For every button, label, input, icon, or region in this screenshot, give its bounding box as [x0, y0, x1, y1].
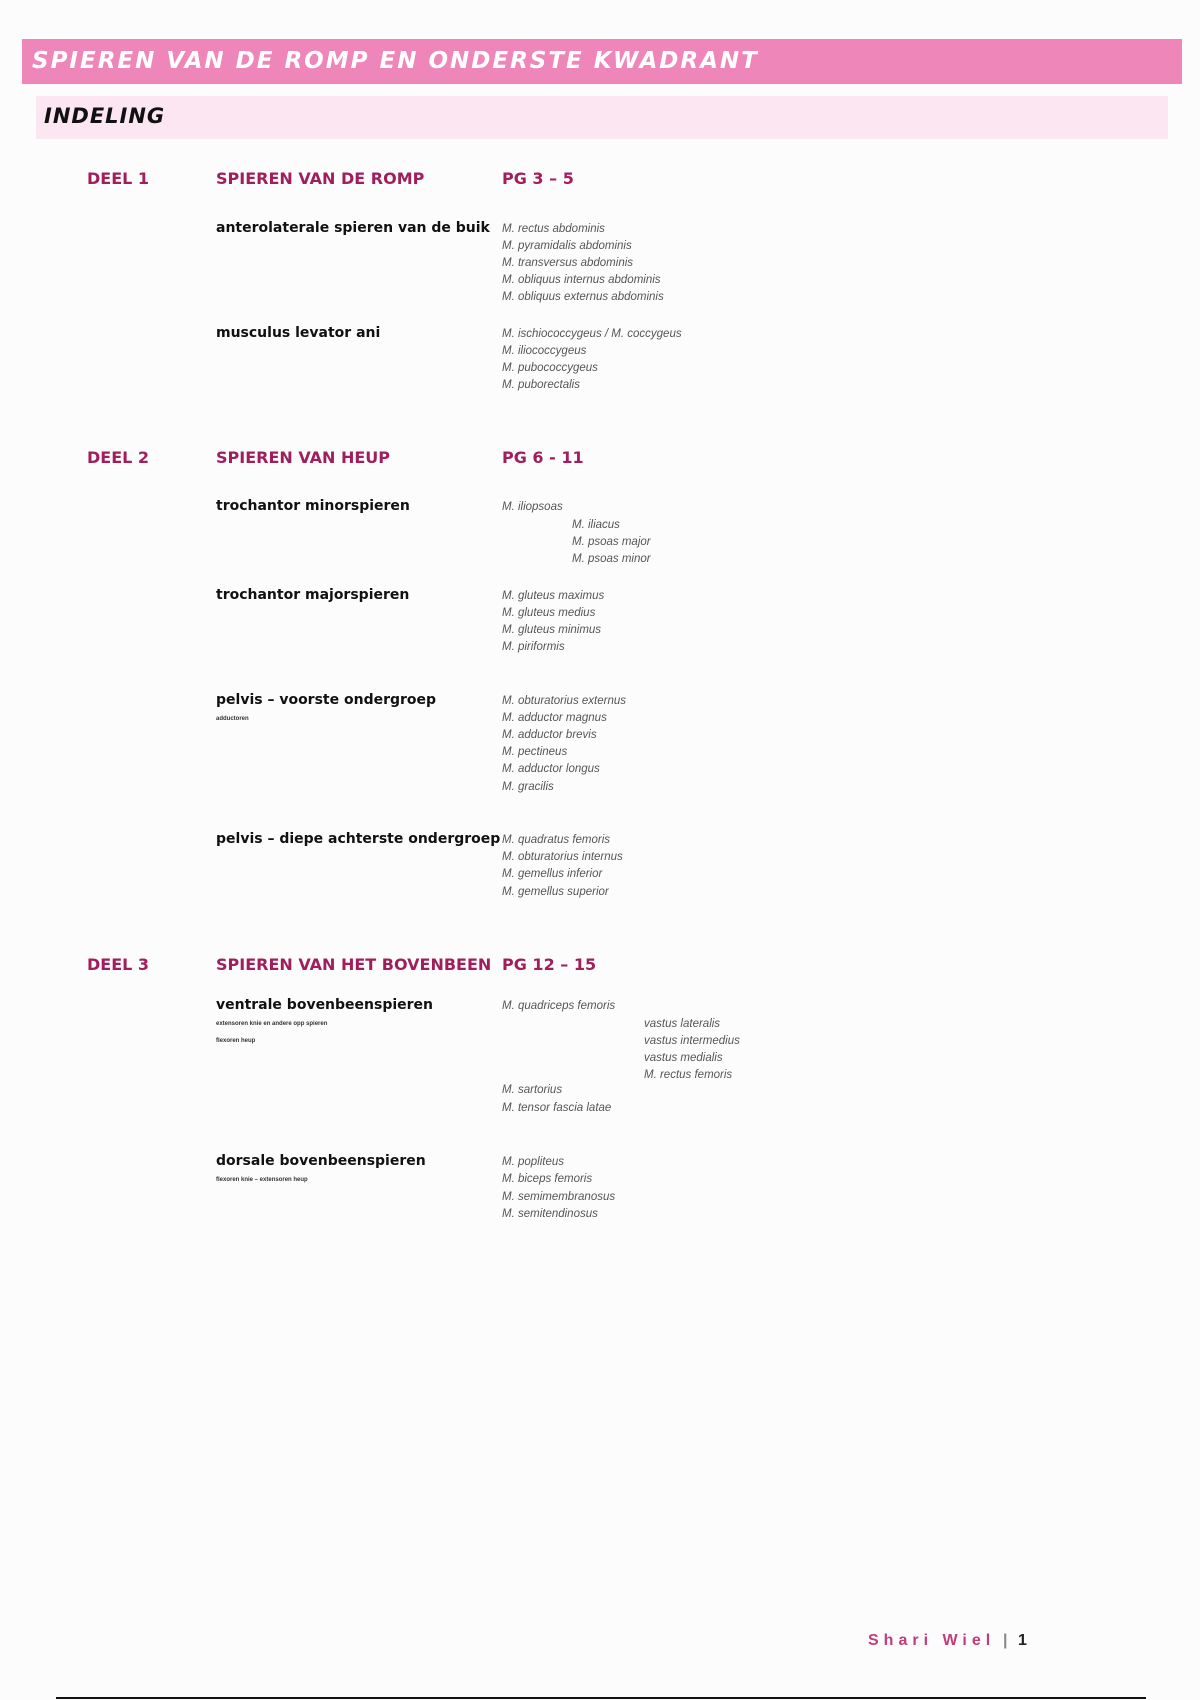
- section-subtitle: INDELING: [44, 104, 166, 128]
- group-note: adductoren: [216, 716, 249, 722]
- muscle-item: M. iliacus: [572, 519, 620, 531]
- muscle-item: M. psoas major: [572, 536, 651, 548]
- muscle-item: M. ischiococcygeus / M. coccygeus: [502, 328, 682, 340]
- muscle-item: M. semitendinosus: [502, 1208, 598, 1220]
- muscle-item: M. psoas minor: [572, 553, 651, 565]
- deel-1-heading: SPIEREN VAN DE ROMP: [216, 169, 425, 188]
- muscle-item: M. iliococcygeus: [502, 345, 587, 357]
- muscle-item: M. semimembranosus: [502, 1191, 616, 1203]
- muscle-item: M. rectus abdominis: [502, 223, 605, 235]
- document-title: SPIEREN VAN DE ROMP EN ONDERSTE KWADRANT: [32, 48, 759, 74]
- muscle-item: M. puborectalis: [502, 379, 580, 391]
- footer-separator: |: [1003, 1632, 1008, 1649]
- muscle-item: M. obliquus externus abdominis: [502, 291, 664, 303]
- muscle-item: M. obliquus internus abdominis: [502, 274, 661, 286]
- group-heading: ventrale bovenbeenspieren: [216, 997, 434, 1013]
- muscle-item: M. gluteus minimus: [502, 624, 602, 636]
- deel-1-label: DEEL 1: [87, 169, 150, 188]
- group-note: flexoren knie – extensoren heup: [216, 1177, 308, 1183]
- muscle-item: M. sartorius: [502, 1084, 563, 1096]
- muscle-item: M. gracilis: [502, 781, 554, 793]
- group-heading: dorsale bovenbeenspieren: [216, 1153, 426, 1169]
- muscle-item: M. quadratus femoris: [502, 834, 611, 846]
- muscle-item: M. pyramidalis abdominis: [502, 240, 632, 252]
- deel-2-pages: PG 6 - 11: [502, 448, 584, 467]
- footer-divider: [56, 1697, 1146, 1699]
- footer-author: Shari Wiel: [868, 1632, 996, 1649]
- deel-3-heading: SPIEREN VAN HET BOVENBEEN: [216, 955, 492, 974]
- muscle-item: M. obturatorius externus: [502, 695, 627, 707]
- muscle-item: M. pectineus: [502, 746, 568, 758]
- group-heading: pelvis – diepe achterste ondergroep: [216, 831, 501, 847]
- group-note: flexoren heup: [216, 1038, 256, 1044]
- muscle-item: M. gluteus maximus: [502, 590, 605, 602]
- muscle-item: M. gluteus medius: [502, 607, 596, 619]
- deel-2-heading: SPIEREN VAN HEUP: [216, 448, 391, 467]
- document-title-bar: [22, 39, 1182, 84]
- muscle-item: M. piriformis: [502, 641, 565, 653]
- muscle-item: M. biceps femoris: [502, 1173, 593, 1185]
- muscle-item: M. iliopsoas: [502, 501, 563, 513]
- muscle-item: vastus intermedius: [644, 1035, 740, 1047]
- group-heading: pelvis – voorste ondergroep: [216, 692, 437, 708]
- deel-1-pages: PG 3 – 5: [502, 169, 574, 188]
- muscle-item: M. popliteus: [502, 1156, 565, 1168]
- muscle-item: M. gemellus inferior: [502, 868, 603, 880]
- page-number: 1: [1018, 1632, 1027, 1649]
- group-heading: musculus levator ani: [216, 325, 381, 341]
- muscle-item: M. adductor longus: [502, 763, 600, 775]
- muscle-item: M. gemellus superior: [502, 886, 609, 898]
- deel-3-label: DEEL 3: [87, 955, 150, 974]
- muscle-item: vastus medialis: [644, 1052, 723, 1064]
- section-subtitle-bar: [36, 96, 1168, 139]
- group-heading: trochantor majorspieren: [216, 587, 410, 603]
- deel-3-pages: PG 12 – 15: [502, 955, 597, 974]
- muscle-item: M. rectus femoris: [644, 1069, 733, 1081]
- muscle-item: M. pubococcygeus: [502, 362, 598, 374]
- deel-2-label: DEEL 2: [87, 448, 150, 467]
- muscle-item: M. transversus abdominis: [502, 257, 634, 269]
- muscle-item: M. adductor magnus: [502, 712, 607, 724]
- muscle-item: M. adductor brevis: [502, 729, 597, 741]
- muscle-item: M. obturatorius internus: [502, 851, 623, 863]
- muscle-item: M. tensor fascia latae: [502, 1102, 612, 1114]
- group-heading: trochantor minorspieren: [216, 498, 410, 514]
- muscle-item: M. quadriceps femoris: [502, 1000, 616, 1012]
- group-heading: anterolaterale spieren van de buik: [216, 220, 490, 236]
- group-note: extensoren knie en andere opp spieren: [216, 1021, 328, 1027]
- muscle-item: vastus lateralis: [644, 1018, 721, 1030]
